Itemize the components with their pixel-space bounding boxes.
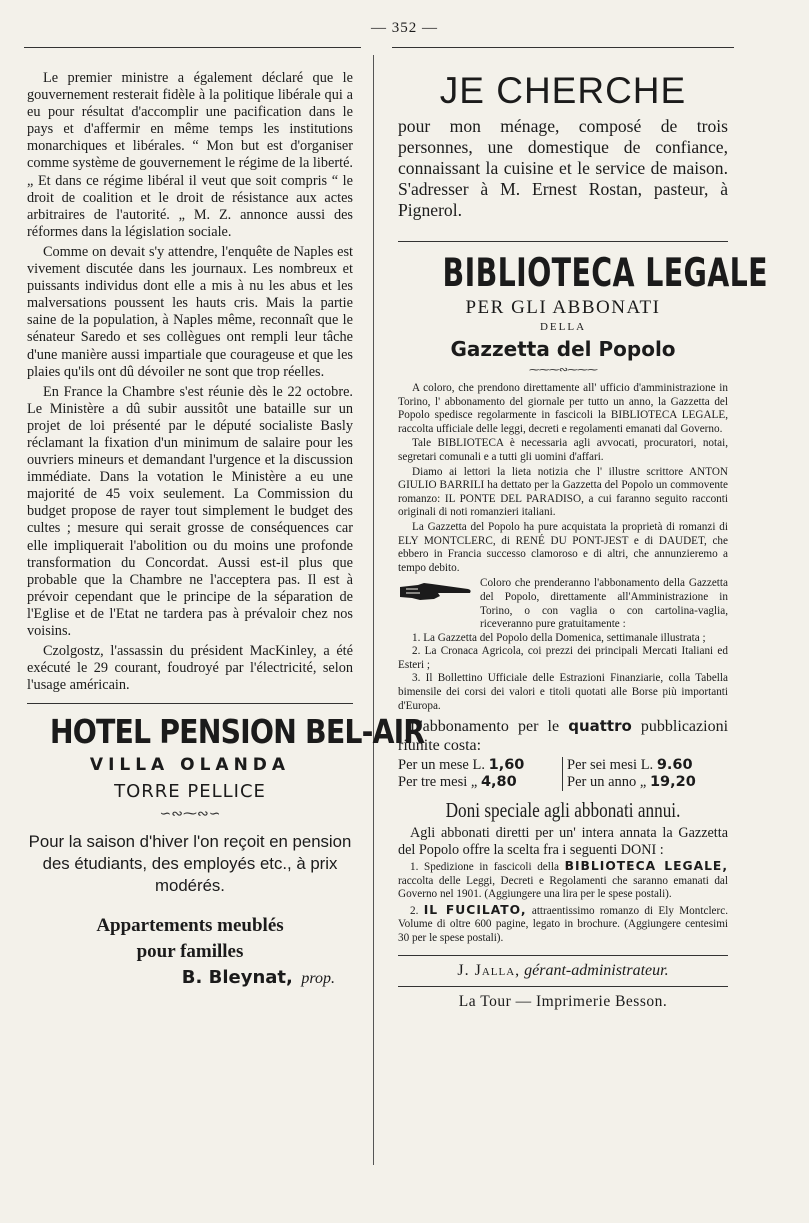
hotel-appartements-line1: Appartements meublés (96, 915, 284, 937)
flourish-ornament: ∽∾⁓∾∽ (159, 807, 221, 823)
pointing-hand-row (398, 577, 728, 631)
je-cherche-body: pour mon ménage, composé de trois personnes, une domestique de confiance, connaissant la cuisine et le service de maison. S'adresser à M. Ernest Rostan, pasteur, à Pignerol. (398, 116, 728, 220)
top-rule-right (392, 47, 734, 48)
je-cherche-title: JE CHERCHE (439, 70, 687, 111)
news-paragraph-naples: Comme on devait s'y attendre, l'enquête de Naples est vivement discutée dans les journaux. Les nombreux et puissants individus dont elle a mis à nu les abus et les malversations poussent les hauts cris. Mais la partie saine de la population, à Naples même, reconnaît que le sénateur Saredo et ses collègues ont rempli leur tâche d'une manière aussi impartiale que courageuse et que les plaies qu'ils ont dû dévoiler ne sont que trop réelles. (27, 243, 353, 380)
price-cell (563, 774, 728, 791)
hotel-body: Pour la saison d'hiver l'on reçoit en pension des étudiants, des employés etc., à prix modérés. (28, 832, 352, 896)
price-label: Per tre mesi „ (398, 774, 478, 791)
hotel-advertisement (27, 712, 425, 989)
footer-rule-2 (398, 986, 728, 987)
hotel-signature (27, 967, 353, 988)
abbonamento-note (398, 717, 728, 755)
abbonamento-note-bold: quattro (568, 717, 632, 736)
gerant-role: gérant-administrateur. (524, 962, 669, 980)
gift-item-2-bold: IL FUCILATO, (423, 902, 527, 917)
gift-item-2-post: attraentissimo romanzo di Ely Montclerc. Volume di oltre 600 pagine, legato in brochure. (Aggiungere centesimi 30 per le spese postali). (398, 904, 729, 944)
doni-title: Doni speciale agli abbonati annui. (445, 798, 681, 823)
biblioteca-paragraph-4: La Gazzetta del Popolo ha pure acquistata la proprietà di romanzi di ELY MONTCLERC, di RENÉ DU PONT-JEST e di DAUDET, che ebbero in Francia successo clamoroso e di altri, che annunzieremo a tempo debito. (398, 520, 728, 574)
hotel-title: HOTEL PENSION BEL-AIR (49, 712, 425, 752)
hotel-appartements-line2: pour familles (136, 941, 244, 963)
page-number: — 352 — (371, 20, 438, 36)
gerant-name: J. Jalla, (457, 962, 521, 980)
gerant-line (398, 962, 728, 980)
doni-intro: Agli abbonati diretti per un' intera annata la Gazzetta del Popolo offre la scelta fra i seguenti DONI : (398, 825, 728, 858)
news-paragraph-france: En France la Chambre s'est réunie dès le 22 octobre. Le Ministère a dû subir aussitôt une bataille sur un projet de loi présenté par le député socialiste Basly réclamant la fixation d'un minimum de salaire pour les ouvriers mineurs et demandant l'urgence et la discussion immédiate. Dans la votation le Ministère a eu une majorité de 45 voix seulement. La Commission du budget propose de rayer tout simplement le budget des cultes ; mesure qui serait grosse de conséquences car elle impliquerait l'abolition ou du moins une profonde transformation du Concordat. Aussi est-il plus que probable que la Chambre ne l'acceptera pas. Il est à prévoir cependant que le principe de la séparation de l'Eglise et de l'Etat ne tardera pas à prévaloir chez nos voisins. (27, 383, 353, 639)
gift-item-1-pre: 1. Spedizione in fascicoli della (410, 861, 559, 874)
price-table (398, 757, 728, 791)
gift-item-1-post: raccolta delle Leggi, Decreti e Regolamenti che saranno emanati dal Governo nel 1901. (Aggiungere una lira per le spese postali). (398, 874, 728, 901)
gift-item-1-bold: BIBLIOTECA LEGALE, (564, 859, 728, 874)
hotel-appartements (27, 913, 353, 965)
price-cell (398, 757, 563, 774)
hotel-villa: VILLA OLANDA (89, 755, 291, 776)
biblioteca-paragraph-3: Diamo ai lettori la lieta notizia che l' illustre scrittore ANTON GIULIO BARRILI ha dettato per la Gazzetta del Popolo un commovente romanzo: IL PONTE DEL PARADISO, a cui faranno seguito racconti originali di noti romanzieri italiani. (398, 465, 728, 519)
gift-item-2-pre: 2. (410, 904, 419, 917)
gift-item-2 (398, 904, 728, 946)
biblioteca-della: DELLA (539, 321, 587, 333)
price-cell (563, 757, 728, 774)
flourish-ornament: ⁓⁓⁓∾⁓⁓⁓ (528, 364, 598, 376)
top-rule-left (24, 47, 361, 48)
price-label: Per un anno „ (567, 774, 647, 791)
price-value: 1,60 (488, 757, 525, 774)
news-paragraph-czolgostz: Czolgostz, l'assassin du président MacKinley, a été exécuté le 29 courant, foudroyé par l'électricité, selon l'usage américain. (27, 643, 353, 694)
hotel-top-rule (27, 703, 353, 704)
biblioteca-paragraph-2: Tale BIBLIOTECA è necessaria agli avvocati, procuratori, notai, segretari comunali e a tutti gli uomini d'affari. (398, 437, 728, 463)
price-label: Per sei mesi L. (567, 757, 654, 774)
price-label: Per un mese L. (398, 757, 485, 774)
biblioteca-advertisement (398, 251, 768, 945)
hotel-signature-role: prop. (301, 970, 335, 988)
biblioteca-subtitle: PER GLI ABBONATI (465, 297, 661, 318)
biblioteca-title: BIBLIOTECA LEGALE (442, 251, 768, 296)
abbonamento-note-pre: L'abbonamento per le (410, 718, 560, 736)
je-cherche-advertisement (398, 70, 728, 221)
gift-item-1 (398, 860, 728, 902)
pointing-hand-icon (398, 581, 474, 603)
biblioteca-paragraph-5: Coloro che prenderanno l'abbonamento della Gazzetta del Popolo, direttamente all'Amministrazione in Torino, o con vaglia o con cartolina-vaglia, riceveranno pure gratuitamente : (480, 577, 728, 631)
gratuity-item-2: 2. La Cronaca Agricola, coi prezzi dei principali Mercati Italiani ed Esteri ; (398, 645, 728, 671)
gazzetta-title: Gazzetta del Popolo (450, 337, 676, 361)
abbonamento-note-post: pubblicazioni riunite costa: (398, 718, 729, 755)
column-divider (373, 55, 374, 1165)
price-cell (398, 774, 563, 791)
biblioteca-paragraph-1: A coloro, che prendono direttamente all' ufficio d'amministrazione in Torino, l' abbonamento del giornale per tutto un anno, la Gazzetta del Popolo spedisce regolarmente in fascicoli la BIBLIOTECA LEGALE, raccolta ufficiale delle leggi, decreti e regolamenti emanati dal Governo. (398, 382, 728, 435)
news-paragraph-italy: Le premier ministre a également déclaré que le gouvernement resterait fidèle à la politique libérale qui a eu pour résultat d'accomplir une pacification dans le pays et d'affermir en même temps les institutions monarchiques et libérales. “ Mon but est d'organiser comme système de gouvernement le régime de la liberté. „ Et dans ce régime libéral il veut que soit compris “ le droit de coalition et le droit de résistance aux actes arbitraires de l'autorité. „ M. Z. annonce aussi des réformes dans la législation sociale. (27, 70, 353, 240)
right-column (398, 70, 768, 1011)
gratuity-item-3: 3. Il Bollettino Ufficiale delle Estrazioni Finanziarie, colla Tabella bimensile dei corsi dei valori e titoli quotati alle Borse più importanti d'Europa. (398, 672, 728, 712)
hotel-signature-name: B. Bleynat, (181, 967, 293, 989)
left-column (27, 70, 425, 989)
imprimerie-line: La Tour — Imprimerie Besson. (458, 993, 668, 1011)
footer-rule-1 (398, 955, 728, 956)
price-value: 4,80 (480, 774, 517, 791)
price-value: 9.60 (656, 757, 693, 774)
hotel-place: TORRE PELLICE (114, 781, 266, 803)
gratuity-item-1: 1. La Gazzetta del Popolo della Domenica, settimanale illustrata ; (412, 631, 706, 644)
biblioteca-top-rule (398, 241, 728, 242)
price-value: 19,20 (649, 774, 696, 791)
